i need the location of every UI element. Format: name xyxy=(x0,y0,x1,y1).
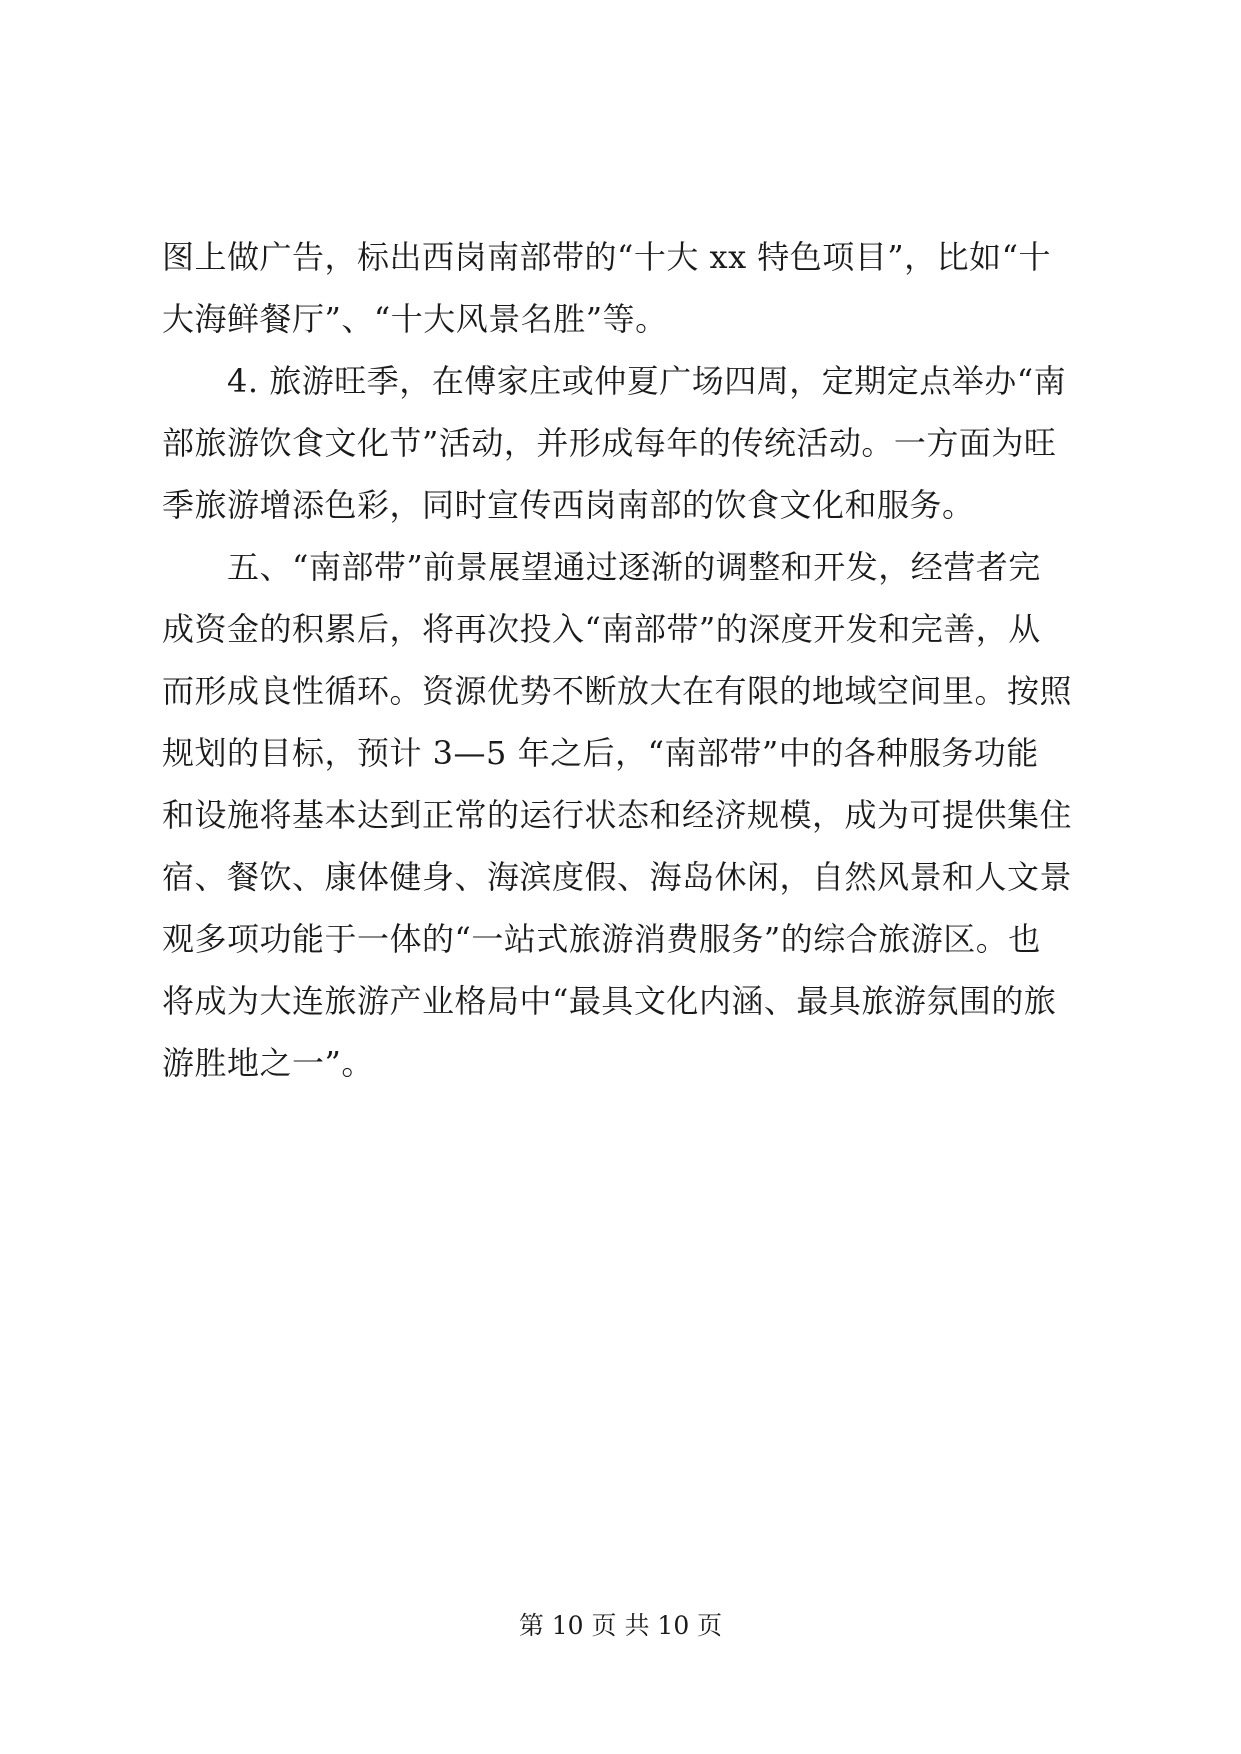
text-line: 规划的目标，预计 3—5 年之后，“南部带”中的各种服务功能 xyxy=(162,734,1039,772)
text-line: 五、“南部带”前景展望通过逐渐的调整和开发，经营者完 xyxy=(227,548,1041,586)
text-line: 成资金的积累后，将再次投入“南部带”的深度开发和完善，从 xyxy=(162,610,1041,648)
text-line: 观多项功能于一体的“一站式旅游消费服务”的综合旅游区。也 xyxy=(162,920,1041,958)
text-line: 图上做广告，标出西岗南部带的“十大 xx 特色项目”，比如“十 xyxy=(162,238,1052,276)
text-line: 大海鲜餐厅”、“十大风景名胜”等。 xyxy=(162,300,668,338)
text-line: 4. 旅游旺季，在傅家庄或仲夏广场四周，定期定点举办“南 xyxy=(227,362,1067,400)
text-line: 而形成良性循环。资源优势不断放大在有限的地域空间里。按照 xyxy=(162,672,1073,710)
text-line: 和设施将基本达到正常的运行状态和经济规模，成为可提供集住 xyxy=(162,796,1073,834)
page-number-footer: 第 10 页 共 10 页 xyxy=(518,1611,723,1640)
text-line: 游胜地之一”。 xyxy=(162,1044,374,1082)
document-body xyxy=(162,226,1082,1094)
text-line: 部旅游饮食文化节”活动，并形成每年的传统活动。一方面为旺 xyxy=(162,424,1057,462)
text-line: 季旅游增添色彩，同时宣传西岗南部的饮食文化和服务。 xyxy=(162,486,975,524)
text-line: 将成为大连旅游产业格局中“最具文化内涵、最具旅游氛围的旅 xyxy=(162,982,1057,1020)
text-line: 宿、餐饮、康体健身、海滨度假、海岛休闲，自然风景和人文景 xyxy=(162,858,1073,896)
